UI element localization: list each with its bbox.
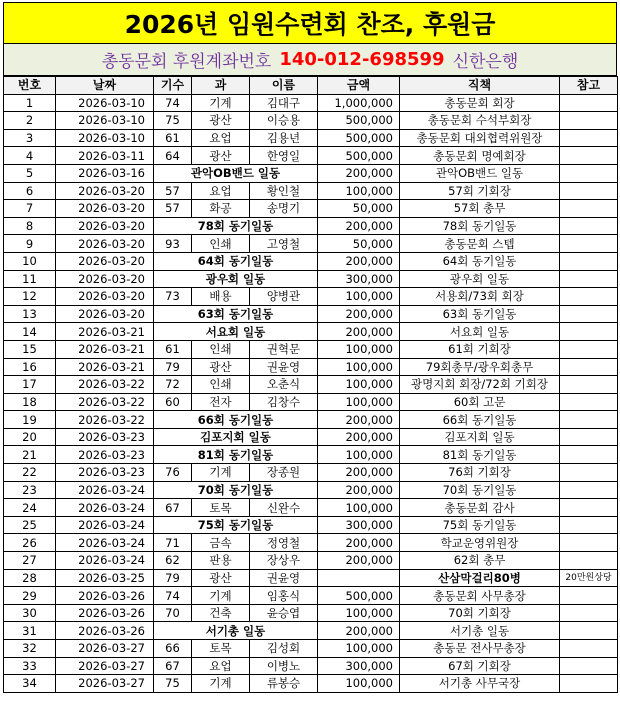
cell-date[interactable]: 2026-03-24 — [56, 552, 154, 570]
cell-department[interactable]: 토목 — [192, 499, 250, 517]
spreadsheet — [3, 2, 617, 693]
cell-position[interactable]: 61회 기회장 — [400, 340, 560, 358]
cell-date[interactable]: 2026-03-21 — [56, 358, 154, 376]
cell-date[interactable]: 2026-03-24 — [56, 481, 154, 499]
cell-amount[interactable]: 100,000 — [318, 640, 400, 658]
cell-position[interactable]: 총동문회 사무총장 — [400, 587, 560, 605]
cell-name[interactable]: 오춘식 — [250, 376, 318, 394]
cell-department[interactable]: 화공 — [192, 200, 250, 218]
table-row[interactable] — [4, 270, 618, 288]
table-row[interactable] — [4, 640, 618, 658]
table-row[interactable] — [4, 411, 618, 429]
cell-department[interactable]: 금속 — [192, 534, 250, 552]
cell-date[interactable]: 2026-03-10 — [56, 112, 154, 130]
cell-number[interactable]: 30 — [4, 604, 56, 622]
cell-department[interactable]: 요업 — [192, 129, 250, 147]
cell-note[interactable] — [560, 657, 618, 675]
cell-generation[interactable]: 75 — [154, 112, 192, 130]
column-header[interactable]: 번호 — [4, 77, 56, 95]
cell-number[interactable]: 1 — [4, 94, 56, 112]
cell-department[interactable]: 요업 — [192, 657, 250, 675]
cell-position[interactable]: 62회 총무 — [400, 552, 560, 570]
cell-department[interactable]: 전자 — [192, 393, 250, 411]
cell-number[interactable]: 26 — [4, 534, 56, 552]
table-row[interactable] — [4, 569, 618, 587]
cell-group-name[interactable]: 광우회 일동 — [154, 270, 318, 288]
table-row[interactable] — [4, 534, 618, 552]
cell-date[interactable]: 2026-03-26 — [56, 604, 154, 622]
cell-number[interactable]: 34 — [4, 675, 56, 693]
table-row[interactable] — [4, 200, 618, 218]
cell-number[interactable]: 16 — [4, 358, 56, 376]
cell-number[interactable]: 12 — [4, 288, 56, 306]
cell-date[interactable]: 2026-03-27 — [56, 675, 154, 693]
cell-number[interactable]: 21 — [4, 446, 56, 464]
cell-date[interactable]: 2026-03-20 — [56, 217, 154, 235]
cell-date[interactable]: 2026-03-20 — [56, 252, 154, 270]
cell-position[interactable]: 총동문회 감사 — [400, 499, 560, 517]
cell-generation[interactable]: 57 — [154, 200, 192, 218]
cell-amount[interactable]: 100,000 — [318, 288, 400, 306]
table-row[interactable] — [4, 129, 618, 147]
donation-table — [3, 76, 618, 693]
cell-note[interactable] — [560, 252, 618, 270]
cell-group-name[interactable]: 78회 동기일동 — [154, 217, 318, 235]
column-header[interactable]: 날짜 — [56, 77, 154, 95]
cell-amount[interactable]: 50,000 — [318, 200, 400, 218]
cell-position[interactable]: 서용회/73회 회장 — [400, 288, 560, 306]
cell-amount[interactable]: 300,000 — [318, 657, 400, 675]
cell-name[interactable]: 장종원 — [250, 464, 318, 482]
cell-generation[interactable]: 57 — [154, 182, 192, 200]
cell-generation[interactable]: 74 — [154, 587, 192, 605]
table-row[interactable] — [4, 675, 618, 693]
cell-number[interactable]: 19 — [4, 411, 56, 429]
cell-name[interactable]: 임홍식 — [250, 587, 318, 605]
cell-number[interactable]: 3 — [4, 129, 56, 147]
cell-note[interactable] — [560, 112, 618, 130]
cell-name[interactable]: 김대구 — [250, 94, 318, 112]
cell-note[interactable] — [560, 428, 618, 446]
cell-department[interactable]: 광산 — [192, 358, 250, 376]
cell-date[interactable]: 2026-03-22 — [56, 376, 154, 394]
cell-position[interactable]: 총동문 전사무총장 — [400, 640, 560, 658]
cell-position[interactable]: 광우회 일동 — [400, 270, 560, 288]
cell-group-name[interactable]: 김포지회 일동 — [154, 428, 318, 446]
table-row[interactable] — [4, 481, 618, 499]
table-row[interactable] — [4, 657, 618, 675]
cell-position[interactable]: 서기총 일동 — [400, 622, 560, 640]
cell-department[interactable]: 기계 — [192, 464, 250, 482]
cell-position[interactable]: 67회 기회장 — [400, 657, 560, 675]
cell-amount[interactable]: 200,000 — [318, 323, 400, 341]
cell-note[interactable] — [560, 622, 618, 640]
cell-position[interactable]: 산삼막걸리80병 — [400, 569, 560, 587]
cell-date[interactable]: 2026-03-23 — [56, 464, 154, 482]
cell-generation[interactable]: 71 — [154, 534, 192, 552]
cell-generation[interactable]: 72 — [154, 376, 192, 394]
cell-generation[interactable]: 60 — [154, 393, 192, 411]
cell-date[interactable]: 2026-03-20 — [56, 200, 154, 218]
cell-name[interactable]: 한영일 — [250, 147, 318, 165]
cell-position[interactable]: 64회 동기일동 — [400, 252, 560, 270]
cell-group-name[interactable]: 66회 동기일동 — [154, 411, 318, 429]
cell-name[interactable]: 양병관 — [250, 288, 318, 306]
table-row[interactable] — [4, 587, 618, 605]
cell-group-name[interactable]: 81회 동기일동 — [154, 446, 318, 464]
cell-position[interactable]: 김포지회 일동 — [400, 428, 560, 446]
cell-note[interactable] — [560, 587, 618, 605]
cell-generation[interactable]: 75 — [154, 675, 192, 693]
cell-generation[interactable]: 70 — [154, 604, 192, 622]
cell-department[interactable]: 인쇄 — [192, 235, 250, 253]
cell-name[interactable]: 송명기 — [250, 200, 318, 218]
cell-name[interactable]: 고영철 — [250, 235, 318, 253]
cell-note[interactable] — [560, 393, 618, 411]
table-row[interactable] — [4, 147, 618, 165]
cell-amount[interactable]: 300,000 — [318, 516, 400, 534]
cell-note[interactable] — [560, 464, 618, 482]
cell-note[interactable] — [560, 552, 618, 570]
column-header[interactable]: 과 — [192, 77, 250, 95]
cell-generation[interactable]: 66 — [154, 640, 192, 658]
cell-name[interactable]: 김용년 — [250, 129, 318, 147]
cell-number[interactable]: 32 — [4, 640, 56, 658]
cell-number[interactable]: 25 — [4, 516, 56, 534]
cell-note[interactable] — [560, 323, 618, 341]
cell-generation[interactable]: 74 — [154, 94, 192, 112]
cell-position[interactable]: 학교운영위원장 — [400, 534, 560, 552]
cell-amount[interactable]: 100,000 — [318, 182, 400, 200]
cell-position[interactable]: 광명지회 회장/72회 기회장 — [400, 376, 560, 394]
cell-name[interactable]: 권혁문 — [250, 340, 318, 358]
cell-name[interactable]: 신완수 — [250, 499, 318, 517]
cell-number[interactable]: 10 — [4, 252, 56, 270]
column-header[interactable]: 기수 — [154, 77, 192, 95]
cell-note[interactable] — [560, 604, 618, 622]
cell-name[interactable]: 류봉승 — [250, 675, 318, 693]
cell-number[interactable]: 20 — [4, 428, 56, 446]
cell-generation[interactable]: 79 — [154, 358, 192, 376]
cell-generation[interactable]: 61 — [154, 129, 192, 147]
table-row[interactable] — [4, 604, 618, 622]
cell-amount[interactable]: 100,000 — [318, 604, 400, 622]
cell-amount[interactable]: 200,000 — [318, 622, 400, 640]
cell-generation[interactable]: 64 — [154, 147, 192, 165]
cell-date[interactable]: 2026-03-25 — [56, 569, 154, 587]
cell-date[interactable]: 2026-03-22 — [56, 411, 154, 429]
cell-group-name[interactable]: 75회 동기일동 — [154, 516, 318, 534]
table-row[interactable] — [4, 516, 618, 534]
cell-note[interactable] — [560, 446, 618, 464]
cell-date[interactable]: 2026-03-24 — [56, 516, 154, 534]
table-row[interactable] — [4, 622, 618, 640]
table-body — [4, 94, 618, 692]
cell-date[interactable]: 2026-03-26 — [56, 622, 154, 640]
cell-department[interactable]: 인쇄 — [192, 340, 250, 358]
cell-note[interactable] — [560, 94, 618, 112]
cell-department[interactable]: 배용 — [192, 288, 250, 306]
cell-amount[interactable]: 200,000 — [318, 534, 400, 552]
cell-generation[interactable]: 61 — [154, 340, 192, 358]
cell-department[interactable]: 토목 — [192, 640, 250, 658]
cell-date[interactable]: 2026-03-10 — [56, 94, 154, 112]
column-header[interactable]: 참고 — [560, 77, 618, 95]
cell-position[interactable]: 57회 총무 — [400, 200, 560, 218]
account-bank: 신한은행 — [452, 52, 519, 72]
cell-number[interactable]: 33 — [4, 657, 56, 675]
table-row[interactable] — [4, 288, 618, 306]
cell-name[interactable]: 이승용 — [250, 112, 318, 130]
cell-amount[interactable]: 200,000 — [318, 552, 400, 570]
account-banner — [3, 44, 617, 76]
table-row[interactable] — [4, 217, 618, 235]
cell-group-name[interactable]: 서기총 일동 — [154, 622, 318, 640]
cell-date[interactable]: 2026-03-26 — [56, 587, 154, 605]
column-header[interactable]: 금액 — [318, 77, 400, 95]
cell-name[interactable]: 권윤영 — [250, 569, 318, 587]
table-row[interactable] — [4, 164, 618, 182]
table-row[interactable] — [4, 305, 618, 323]
cell-note[interactable] — [560, 499, 618, 517]
cell-amount[interactable]: 200,000 — [318, 305, 400, 323]
table-row[interactable] — [4, 252, 618, 270]
cell-position[interactable]: 79회총무/광우회총무 — [400, 358, 560, 376]
cell-amount[interactable]: 200,000 — [318, 217, 400, 235]
cell-group-name[interactable]: 관악OB밴드 일동 — [154, 164, 318, 182]
cell-amount[interactable]: 200,000 — [318, 164, 400, 182]
cell-note[interactable] — [560, 217, 618, 235]
cell-group-name[interactable]: 63회 동기일동 — [154, 305, 318, 323]
cell-number[interactable]: 17 — [4, 376, 56, 394]
cell-department[interactable]: 기계 — [192, 94, 250, 112]
cell-amount[interactable]: 500,000 — [318, 587, 400, 605]
table-row[interactable] — [4, 376, 618, 394]
cell-number[interactable]: 15 — [4, 340, 56, 358]
cell-note[interactable] — [560, 164, 618, 182]
cell-position[interactable]: 78회 동기일동 — [400, 217, 560, 235]
cell-amount[interactable]: 100,000 — [318, 675, 400, 693]
cell-date[interactable]: 2026-03-23 — [56, 428, 154, 446]
cell-note[interactable] — [560, 516, 618, 534]
cell-note[interactable] — [560, 534, 618, 552]
cell-position[interactable]: 총동문회 스텝 — [400, 235, 560, 253]
cell-generation[interactable]: 73 — [154, 288, 192, 306]
cell-position[interactable]: 총동문회 대외협력위원장 — [400, 129, 560, 147]
cell-position[interactable]: 서요회 일동 — [400, 323, 560, 341]
cell-generation[interactable]: 62 — [154, 552, 192, 570]
table-row[interactable] — [4, 464, 618, 482]
table-row[interactable] — [4, 94, 618, 112]
cell-amount[interactable]: 500,000 — [318, 129, 400, 147]
cell-number[interactable]: 29 — [4, 587, 56, 605]
cell-date[interactable]: 2026-03-21 — [56, 323, 154, 341]
cell-position[interactable]: 총동문회 명예회장 — [400, 147, 560, 165]
cell-date[interactable]: 2026-03-27 — [56, 657, 154, 675]
cell-date[interactable]: 2026-03-24 — [56, 534, 154, 552]
cell-position[interactable]: 총동문회 수석부회장 — [400, 112, 560, 130]
cell-position[interactable]: 66회 동기일동 — [400, 411, 560, 429]
cell-date[interactable]: 2026-03-16 — [56, 164, 154, 182]
cell-number[interactable]: 28 — [4, 569, 56, 587]
cell-date[interactable]: 2026-03-11 — [56, 147, 154, 165]
cell-amount[interactable]: 200,000 — [318, 428, 400, 446]
table-row[interactable] — [4, 358, 618, 376]
cell-number[interactable]: 14 — [4, 323, 56, 341]
table-row[interactable] — [4, 235, 618, 253]
cell-note[interactable] — [560, 675, 618, 693]
cell-note[interactable] — [560, 235, 618, 253]
cell-position[interactable]: 총동문회 회장 — [400, 94, 560, 112]
cell-number[interactable]: 4 — [4, 147, 56, 165]
table-row[interactable] — [4, 446, 618, 464]
table-row[interactable] — [4, 393, 618, 411]
cell-department[interactable]: 기계 — [192, 675, 250, 693]
cell-note[interactable] — [560, 376, 618, 394]
cell-note[interactable]: 20만원상당 — [560, 569, 618, 587]
cell-position[interactable]: 서기총 사무국장 — [400, 675, 560, 693]
cell-date[interactable]: 2026-03-23 — [56, 446, 154, 464]
cell-note[interactable] — [560, 481, 618, 499]
column-header[interactable]: 직책 — [400, 77, 560, 95]
cell-number[interactable]: 24 — [4, 499, 56, 517]
cell-note[interactable] — [560, 270, 618, 288]
table-row[interactable] — [4, 428, 618, 446]
cell-position[interactable]: 75회 동기일동 — [400, 516, 560, 534]
cell-amount[interactable]: 100,000 — [318, 393, 400, 411]
cell-note[interactable] — [560, 340, 618, 358]
cell-amount[interactable]: 300,000 — [318, 270, 400, 288]
cell-name[interactable]: 장상우 — [250, 552, 318, 570]
cell-department[interactable]: 광산 — [192, 112, 250, 130]
cell-date[interactable]: 2026-03-20 — [56, 270, 154, 288]
cell-name[interactable]: 이병노 — [250, 657, 318, 675]
cell-position[interactable]: 57회 기회장 — [400, 182, 560, 200]
cell-note[interactable] — [560, 358, 618, 376]
cell-number[interactable]: 6 — [4, 182, 56, 200]
cell-amount[interactable]: 200,000 — [318, 481, 400, 499]
cell-department[interactable]: 인쇄 — [192, 376, 250, 394]
cell-number[interactable]: 31 — [4, 622, 56, 640]
cell-date[interactable]: 2026-03-20 — [56, 305, 154, 323]
cell-number[interactable]: 18 — [4, 393, 56, 411]
table-row[interactable] — [4, 323, 618, 341]
cell-position[interactable]: 76회 기회장 — [400, 464, 560, 482]
cell-position[interactable]: 63회 동기일동 — [400, 305, 560, 323]
cell-note[interactable] — [560, 147, 618, 165]
cell-generation[interactable]: 76 — [154, 464, 192, 482]
cell-position[interactable]: 81회 동기일동 — [400, 446, 560, 464]
cell-department[interactable]: 건축 — [192, 604, 250, 622]
table-row[interactable] — [4, 182, 618, 200]
cell-note[interactable] — [560, 411, 618, 429]
cell-group-name[interactable]: 서요회 일동 — [154, 323, 318, 341]
cell-date[interactable]: 2026-03-20 — [56, 235, 154, 253]
cell-position[interactable]: 60회 고문 — [400, 393, 560, 411]
cell-date[interactable]: 2026-03-24 — [56, 499, 154, 517]
cell-generation[interactable]: 67 — [154, 657, 192, 675]
cell-amount[interactable]: 100,000 — [318, 499, 400, 517]
cell-number[interactable]: 2 — [4, 112, 56, 130]
cell-amount[interactable]: 500,000 — [318, 112, 400, 130]
table-row[interactable] — [4, 552, 618, 570]
cell-department[interactable]: 판용 — [192, 552, 250, 570]
cell-amount[interactable]: 50,000 — [318, 235, 400, 253]
cell-note[interactable] — [560, 288, 618, 306]
cell-name[interactable]: 김창수 — [250, 393, 318, 411]
cell-department[interactable]: 요업 — [192, 182, 250, 200]
cell-department[interactable]: 광산 — [192, 569, 250, 587]
table-row[interactable] — [4, 112, 618, 130]
cell-amount[interactable]: 200,000 — [318, 464, 400, 482]
cell-date[interactable]: 2026-03-20 — [56, 182, 154, 200]
cell-department[interactable]: 광산 — [192, 147, 250, 165]
cell-date[interactable]: 2026-03-20 — [56, 288, 154, 306]
cell-note[interactable] — [560, 305, 618, 323]
cell-number[interactable]: 27 — [4, 552, 56, 570]
cell-date[interactable]: 2026-03-21 — [56, 340, 154, 358]
cell-department[interactable]: 기계 — [192, 587, 250, 605]
cell-name[interactable]: 정영철 — [250, 534, 318, 552]
cell-number[interactable]: 5 — [4, 164, 56, 182]
account-number: 140-012-698599 — [279, 49, 445, 70]
cell-name[interactable]: 권윤영 — [250, 358, 318, 376]
cell-number[interactable]: 8 — [4, 217, 56, 235]
cell-amount[interactable]: 100,000 — [318, 446, 400, 464]
cell-position[interactable]: 70회 동기일동 — [400, 481, 560, 499]
cell-note[interactable] — [560, 640, 618, 658]
table-row[interactable] — [4, 340, 618, 358]
header-row — [4, 77, 618, 95]
cell-number[interactable]: 22 — [4, 464, 56, 482]
sheet-title: 2026년 임원수련회 찬조, 후원금 — [3, 2, 617, 44]
cell-generation[interactable]: 67 — [154, 499, 192, 517]
cell-group-name[interactable]: 70회 동기일동 — [154, 481, 318, 499]
cell-amount[interactable]: 500,000 — [318, 147, 400, 165]
cell-note[interactable] — [560, 200, 618, 218]
cell-group-name[interactable]: 64회 동기일동 — [154, 252, 318, 270]
cell-position[interactable]: 관악OB밴드 일동 — [400, 164, 560, 182]
cell-number[interactable]: 13 — [4, 305, 56, 323]
cell-generation[interactable]: 79 — [154, 569, 192, 587]
cell-amount[interactable]: 1,000,000 — [318, 94, 400, 112]
cell-date[interactable]: 2026-03-27 — [56, 640, 154, 658]
cell-date[interactable]: 2026-03-10 — [56, 129, 154, 147]
cell-number[interactable]: 23 — [4, 481, 56, 499]
cell-amount[interactable]: 100,000 — [318, 358, 400, 376]
cell-name[interactable]: 윤승엽 — [250, 604, 318, 622]
cell-amount[interactable]: 200,000 — [318, 411, 400, 429]
table-row[interactable] — [4, 499, 618, 517]
cell-number[interactable]: 11 — [4, 270, 56, 288]
column-header[interactable]: 이름 — [250, 77, 318, 95]
cell-note[interactable] — [560, 129, 618, 147]
cell-amount[interactable]: 100,000 — [318, 376, 400, 394]
cell-amount[interactable] — [318, 569, 400, 587]
cell-name[interactable]: 김성회 — [250, 640, 318, 658]
cell-number[interactable]: 7 — [4, 200, 56, 218]
cell-note[interactable] — [560, 182, 618, 200]
cell-date[interactable]: 2026-03-22 — [56, 393, 154, 411]
cell-amount[interactable]: 100,000 — [318, 340, 400, 358]
cell-generation[interactable]: 93 — [154, 235, 192, 253]
cell-number[interactable]: 9 — [4, 235, 56, 253]
account-label: 총동문회 후원계좌번호 — [101, 52, 272, 72]
cell-name[interactable]: 황인철 — [250, 182, 318, 200]
cell-position[interactable]: 70회 기회장 — [400, 604, 560, 622]
cell-amount[interactable]: 200,000 — [318, 252, 400, 270]
